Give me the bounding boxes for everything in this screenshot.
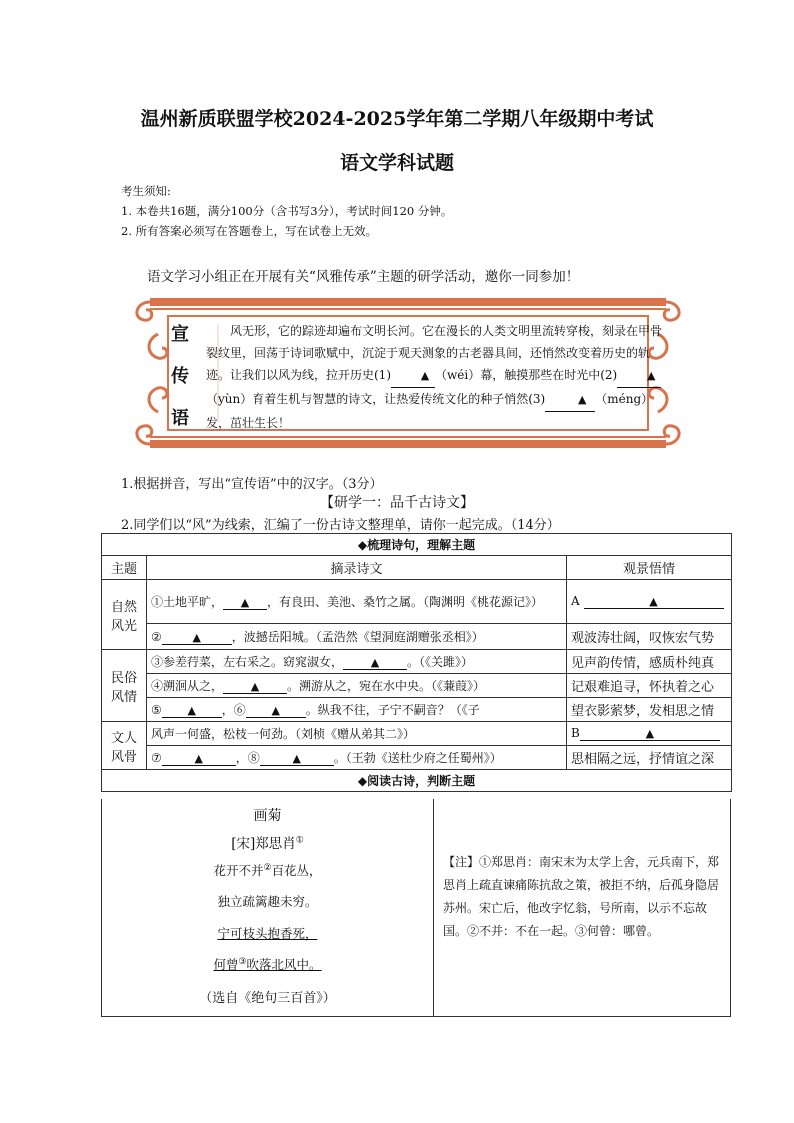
table-row: ⑤ ▲ ，⑥ ▲ 。纵我不往，子宁不嗣音？（《子 bbox=[147, 698, 567, 722]
divider bbox=[433, 799, 434, 1016]
table-row: ①土地平旷， ▲ ，有良田、美池、桑竹之属。（陶渊明《桃花源记》） bbox=[147, 580, 567, 624]
poem-line: 何曾③吹落北风中。 bbox=[213, 956, 322, 972]
feeling-cell: 思相隔之远，抒情谊之深 bbox=[567, 746, 732, 770]
question-1: 1.根据拼音，写出“宣传语”中的汉字。（3分） bbox=[121, 477, 383, 492]
table-row: ⑦ ▲ ，⑧ ▲ 。（王勃《送杜少府之任蜀州》） bbox=[147, 746, 567, 770]
part2-title: ◆阅读古诗，判断主题 bbox=[102, 770, 732, 792]
answer-a: A ▲ bbox=[567, 580, 732, 624]
feeling-cell: 望衣影萦梦，发相思之情 bbox=[567, 698, 732, 722]
poem-line: 宁可枝头抱香死， bbox=[217, 926, 318, 941]
header-excerpt: 摘录诗文 bbox=[147, 556, 567, 580]
poem-box bbox=[101, 799, 731, 1017]
notice-heading: 考生须知: bbox=[121, 184, 171, 198]
notice-item: 2. 所有答案必须写在答题卷上，写在试卷上无效。 bbox=[121, 224, 378, 238]
feeling-cell: 观波涛壮阔，叹恢宏气势 bbox=[567, 624, 732, 650]
header-theme: 主题 bbox=[102, 556, 147, 580]
answer-b: B ▲ bbox=[567, 722, 732, 746]
banner-side-char: 宣 bbox=[171, 324, 189, 345]
poem-note: 【注】①郑思肖：南宋末为太学上舍，元兵南下，郑思肖上疏直谏痛陈抗敌之策，被拒不纳，后孤身隐居苏州。宋亡后，他改字忆翁，号所南，以示不忘故国。②不并：不在一起。③何曾：哪曾。 bbox=[443, 855, 720, 938]
table-row: ② ▲ ，波撼岳阳城。（孟浩然《望洞庭湖赠张丞相》） bbox=[147, 624, 567, 650]
banner-side-char: 传 bbox=[171, 366, 189, 387]
table-row: 风声一何盛，松枝一何劲。（刘桢《赠从弟其二》） bbox=[147, 722, 567, 746]
banner-side-char: 语 bbox=[171, 408, 189, 429]
theme-cell: 文人风骨 bbox=[102, 722, 147, 770]
poem-line: 花开不并②百花丛， bbox=[213, 862, 322, 878]
theme-cell: 自然风光 bbox=[102, 580, 147, 650]
poem-line: 独立疏篱趣未穷。 bbox=[217, 894, 318, 909]
table-row: ③参差荇菜，左右采之。窈窕淑女， ▲ 。（《关雎》） bbox=[147, 650, 567, 674]
feeling-cell: 记艰难追寻，怀执着之心 bbox=[567, 674, 732, 698]
feeling-cell: 见声韵传情，感质朴纯真 bbox=[567, 650, 732, 674]
header-feeling: 观景悟情 bbox=[567, 556, 732, 580]
notice-item: 1. 本卷共16题，满分100分（含书写3分），考试时间120 分钟。 bbox=[121, 204, 453, 218]
poetry-table bbox=[101, 533, 732, 792]
theme-cell: 民俗风情 bbox=[102, 650, 147, 722]
exam-title: 温州新质联盟学校2024-2025学年第二学期八年级期中考试 bbox=[140, 108, 654, 130]
part1-title: ◆梳理诗句，理解主题 bbox=[102, 534, 732, 556]
section-heading: 【研学一：品千古诗文】 bbox=[320, 495, 474, 511]
intro-text: 语文学习小组正在开展有关“风雅传承”主题的研学活动，邀你一同参加！ bbox=[147, 269, 580, 285]
poem-author: [宋]郑思肖① bbox=[231, 835, 304, 852]
exam-subtitle: 语文学科试题 bbox=[339, 152, 454, 174]
poem-source: （选自《绝句三百首》） bbox=[199, 991, 336, 1006]
banner-text: 风无形，它的踪迹却遍布文明长河。它在漫长的人类文明里流转穿梭，刻录在甲骨裂纹里，回荡于诗词歌赋中，沉淀于观天测象的古老器具间，还悄然改变着历史的轨迹。让我们以风为线，拉开历史(1) ▲ （wéi）幕，触摸那些在时光中(2) ▲（yùn）育着生机与智慧的诗文，让热爱传统文化的种子悄然(3) ▲ （méng）发，茁壮生长！ bbox=[206, 324, 663, 430]
poem-title: 画菊 bbox=[253, 808, 282, 824]
question-2: 2.同学们以“风”为线索，汇编了一份古诗文整理单，请你一起完成。（14分） bbox=[121, 518, 560, 533]
table-row: ④溯洄从之， ▲ 。溯游从之，宛在水中央。（《蒹葭》） bbox=[147, 674, 567, 698]
